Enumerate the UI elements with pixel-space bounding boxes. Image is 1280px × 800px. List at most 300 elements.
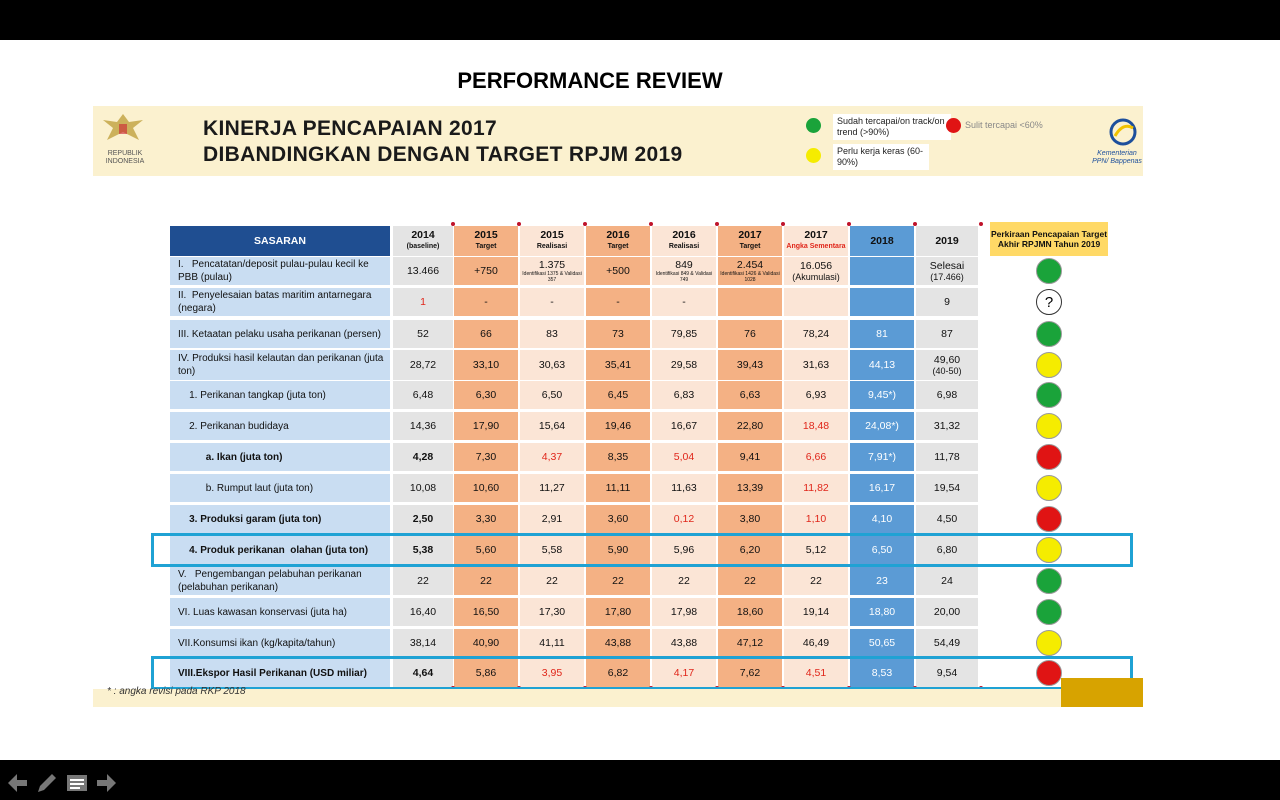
slide-title: PERFORMANCE REVIEW: [457, 68, 723, 93]
cell-value: 9,45*): [867, 389, 897, 401]
crest-label: REPUBLIK INDONESIA: [105, 150, 145, 165]
cell-value: 18,48: [802, 420, 830, 432]
cell-value: 16,17: [868, 482, 896, 494]
value-cell: [393, 505, 453, 533]
next-button[interactable]: [94, 770, 120, 796]
value-cell: [454, 598, 518, 626]
header-year: SASARAN: [254, 234, 306, 247]
value-cell: [718, 320, 782, 348]
cell-value: -: [616, 296, 620, 308]
cell-value: 22: [480, 575, 492, 587]
row-label: 2. Perikanan budidaya: [170, 412, 390, 440]
cell-value: 16.056: [799, 260, 833, 272]
value-cell: [850, 443, 914, 471]
value-cell: [586, 412, 650, 440]
cell-value: 39,43: [736, 359, 764, 371]
header-sub: Realisasi: [668, 243, 700, 250]
value-cell: [393, 567, 453, 595]
value-cell: [916, 350, 978, 380]
highlight-exports: [151, 656, 1133, 690]
value-cell: [916, 474, 978, 502]
value-cell: [850, 257, 914, 285]
row-label: 1. Perikanan tangkap (juta ton): [170, 381, 390, 409]
cell-value: 6,50: [541, 389, 563, 401]
value-cell: [718, 381, 782, 409]
value-cell: [784, 412, 848, 440]
cell-value: 5,12: [805, 544, 827, 556]
value-cell: [393, 443, 453, 471]
separator-dot: [583, 222, 587, 226]
cell-value: 76: [744, 328, 756, 340]
cell-value: 2.454: [736, 259, 764, 271]
cell-value: 18,60: [736, 606, 764, 618]
value-cell: [784, 288, 848, 316]
cell-value: 66: [480, 328, 492, 340]
cell-value: 31,32: [933, 420, 961, 432]
cell-value: 9,41: [739, 451, 761, 463]
prev-button[interactable]: [4, 770, 30, 796]
value-cell: [586, 474, 650, 502]
value-cell: [586, 350, 650, 380]
cell-value: 6,20: [739, 544, 761, 556]
value-cell: [393, 474, 453, 502]
value-cell: [586, 381, 650, 409]
value-cell: [520, 288, 584, 316]
value-cell: [454, 567, 518, 595]
value-cell: [454, 288, 518, 316]
cell-value: 4,17: [673, 667, 695, 679]
value-cell: [520, 257, 584, 285]
cell-value: 8,53: [871, 667, 893, 679]
header-sub: (baseline): [406, 243, 440, 250]
row-label: VII.Konsumsi ikan (kg/kapita/tahun): [170, 629, 390, 657]
value-cell: [393, 257, 453, 285]
cell-value: 11,82: [803, 482, 829, 494]
cell-value: 43,88: [604, 637, 632, 649]
cell-value: 73: [612, 328, 624, 340]
value-cell: [916, 598, 978, 626]
value-cell: [520, 320, 584, 348]
separator-dot: [649, 222, 653, 226]
cell-value: 3,80: [739, 513, 761, 525]
value-cell: [586, 629, 650, 657]
cell-value: 15,64: [538, 420, 566, 432]
value-cell: [784, 257, 848, 285]
value-cell: [718, 288, 782, 316]
cell-value: 44,13: [868, 359, 896, 371]
value-cell: [393, 320, 453, 348]
cell-value: 5,60: [475, 544, 497, 556]
cell-value: 40,90: [472, 637, 500, 649]
separator-dot: [517, 222, 521, 226]
cell-value: 0,12: [673, 513, 695, 525]
cell-value: 6,93: [805, 389, 827, 401]
cell-value: -: [484, 296, 488, 308]
status-green-icon: [1036, 599, 1062, 625]
value-cell: [916, 320, 978, 348]
row-label: 3. Produksi garam (juta ton): [170, 505, 390, 533]
cell-note: Identifikasi 1426 & Validasi 1028: [720, 271, 780, 283]
header-col-9: [916, 226, 978, 256]
value-cell: [652, 505, 716, 533]
header-year: 2017: [804, 229, 828, 241]
header-col-2: [454, 226, 518, 256]
cell-value: 22: [678, 575, 690, 587]
cell-value: 22: [744, 575, 756, 587]
cell-value: 19,14: [802, 606, 830, 618]
cell-value: 6,82: [607, 667, 629, 679]
header-col-8: [850, 226, 914, 256]
value-cell: [454, 320, 518, 348]
pen-icon: [35, 771, 59, 795]
row-label: II. Penyelesaian batas maritim antarnegara (negara): [170, 288, 390, 316]
cell-value: 6,80: [936, 544, 958, 556]
cell-value: 23: [876, 575, 888, 587]
cell-value: 22: [612, 575, 624, 587]
value-cell: [916, 443, 978, 471]
cell-value: 16,67: [670, 420, 698, 432]
value-cell: [586, 288, 650, 316]
cell-value: 22: [546, 575, 558, 587]
value-cell: [393, 288, 453, 316]
header-col-5: [652, 226, 716, 256]
header-year: 2019: [935, 234, 959, 247]
cell-value: 30,63: [538, 359, 566, 371]
cell-note: Identifikasi 849 & Validasi 749: [655, 271, 713, 283]
cell-value: 22: [417, 575, 429, 587]
cell-value: 19,46: [604, 420, 632, 432]
heading-line-1: KINERJA PENCAPAIAN 2017: [203, 117, 497, 140]
value-cell: [454, 474, 518, 502]
header-year: 2015: [474, 229, 498, 241]
cell-note: (40-50): [932, 366, 962, 376]
value-cell: [652, 320, 716, 348]
value-cell: [454, 443, 518, 471]
cell-value: 50,65: [868, 637, 896, 649]
highlight-processed-products: [151, 533, 1133, 567]
value-cell: [916, 257, 978, 285]
value-cell: [850, 505, 914, 533]
cell-value: 5,96: [673, 544, 695, 556]
value-cell: [520, 474, 584, 502]
cell-value: 28,72: [409, 359, 437, 371]
footnote: * : angka revisi pada RKP 2018: [107, 686, 246, 697]
cell-value: 16,40: [409, 606, 437, 618]
value-cell: [850, 350, 914, 380]
value-cell: [916, 381, 978, 409]
status-yellow-icon: [1036, 475, 1062, 501]
cell-note: Identifikasi 1375 & Validasi 357: [522, 271, 582, 283]
cell-value: 9: [944, 296, 950, 308]
header-year: 2014: [411, 229, 435, 241]
row-label: b. Rumput laut (juta ton): [170, 474, 390, 502]
value-cell: [652, 412, 716, 440]
cell-value: 3,60: [607, 513, 629, 525]
value-cell: [850, 381, 914, 409]
value-cell: [586, 567, 650, 595]
heading-line-2: DIBANDINGKAN DENGAN TARGET RPJM 2019: [203, 143, 683, 166]
cell-value: 4,50: [936, 513, 958, 525]
gold-box: [1061, 678, 1143, 707]
cell-value: Selesai: [929, 260, 965, 272]
status-green-icon: [1036, 382, 1062, 408]
cell-value: 5,04: [673, 451, 695, 463]
cell-value: 22,80: [736, 420, 764, 432]
row-label: VI. Luas kawasan konservasi (juta ha): [170, 598, 390, 626]
status-yellow-icon: [1036, 630, 1062, 656]
value-cell: [520, 598, 584, 626]
separator-dot: [913, 222, 917, 226]
header-outlook: Perkiraan Pencapaian Target Akhir RPJMN Tahun 2019: [990, 222, 1108, 256]
cell-value: 11,78: [934, 451, 960, 463]
separator-dot: [451, 222, 455, 226]
status-yellow-icon: [1036, 413, 1062, 439]
menu-icon: [65, 771, 89, 795]
row-label: I. Pencatatan/deposit pulau-pulau kecil ke PBB (pulau): [170, 257, 390, 285]
row-label: III. Ketaatan pelaku usaha perikanan (persen): [170, 320, 390, 348]
cell-value: 6,50: [871, 544, 893, 556]
next-arrow-icon: [95, 771, 119, 795]
cell-value: 4,64: [412, 667, 434, 679]
value-cell: [718, 257, 782, 285]
header-col-6: [718, 226, 782, 256]
value-cell: [652, 598, 716, 626]
cell-value: 849: [675, 259, 693, 271]
value-cell: [652, 381, 716, 409]
value-cell: [850, 598, 914, 626]
value-cell: [718, 350, 782, 380]
cell-value: 43,88: [670, 637, 698, 649]
cell-value: 79,85: [670, 328, 698, 340]
cell-value: 7,91*): [867, 451, 897, 463]
value-cell: [393, 350, 453, 380]
value-cell: [784, 505, 848, 533]
value-cell: [454, 381, 518, 409]
cell-value: +750: [474, 265, 498, 277]
value-cell: [454, 257, 518, 285]
agency-label: Kementerian PPN/ Bappenas: [1092, 150, 1142, 165]
header-year: 2016: [672, 229, 696, 241]
cell-value: 4,51: [805, 667, 827, 679]
header-col-1: [393, 226, 453, 256]
value-cell: [520, 412, 584, 440]
value-cell: [586, 257, 650, 285]
value-cell: [393, 412, 453, 440]
cell-value: 54,49: [933, 637, 961, 649]
value-cell: [916, 412, 978, 440]
separator-dot: [847, 222, 851, 226]
value-cell: [850, 567, 914, 595]
header-col-0: [170, 226, 390, 256]
cell-value: 2,50: [412, 513, 434, 525]
row-label: 4. Produk perikanan olahan (juta ton): [170, 536, 390, 564]
slide-nav: [4, 770, 120, 796]
cell-value: 10,08: [409, 482, 437, 494]
value-cell: [784, 320, 848, 348]
status-red-icon: [1036, 444, 1062, 470]
value-cell: [850, 320, 914, 348]
cell-value: 7,62: [739, 667, 761, 679]
value-cell: [718, 412, 782, 440]
cell-value: 5,90: [607, 544, 629, 556]
cell-value: 41,11: [539, 637, 565, 649]
status-green-icon: [1036, 321, 1062, 347]
slide: [0, 40, 1280, 793]
cell-note: (17.466): [930, 272, 964, 282]
status-yellow-icon: [1036, 352, 1062, 378]
cell-value: 6,63: [739, 389, 761, 401]
cell-value: 9,54: [936, 667, 958, 679]
cell-value: 1: [420, 296, 426, 308]
infographic: [93, 106, 1143, 707]
cell-value: 11,63: [671, 482, 697, 494]
header-year: 2015: [540, 229, 564, 241]
cell-value: 17,30: [538, 606, 566, 618]
cell-value: 19,54: [933, 482, 961, 494]
source-label: Source: Bappenas: [1170, 779, 1269, 793]
value-cell: [454, 629, 518, 657]
legend-yellow-label: Perlu kerja keras (60-90%): [833, 144, 929, 170]
row-label: a. Ikan (juta ton): [170, 443, 390, 471]
value-cell: [520, 350, 584, 380]
cell-value: 81: [876, 328, 888, 340]
value-cell: [718, 474, 782, 502]
header-col-4: [586, 226, 650, 256]
value-cell: [520, 505, 584, 533]
value-cell: [652, 474, 716, 502]
value-cell: [850, 288, 914, 316]
cell-value: 38,14: [409, 637, 437, 649]
cell-note: (Akumulasi): [792, 272, 840, 282]
separator-dot: [979, 222, 983, 226]
cell-value: 4,37: [541, 451, 563, 463]
legend-green-dot: [806, 118, 821, 133]
value-cell: [916, 629, 978, 657]
status-unknown-icon: [1036, 289, 1062, 315]
value-cell: [718, 629, 782, 657]
banner: [93, 106, 1143, 176]
legend-red-dot: [946, 118, 961, 133]
cell-value: 20,00: [933, 606, 961, 618]
status-green-icon: [1036, 258, 1062, 284]
value-cell: [652, 567, 716, 595]
value-cell: [520, 629, 584, 657]
header-col-7: [784, 226, 848, 256]
legend-red-label: Sulit tercapai <60%: [965, 120, 1043, 130]
cell-value: 83: [546, 328, 558, 340]
value-cell: [850, 412, 914, 440]
cell-value: 17,98: [670, 606, 698, 618]
value-cell: [718, 505, 782, 533]
value-cell: [916, 567, 978, 595]
value-cell: [718, 567, 782, 595]
header-sub: Target: [475, 243, 497, 250]
cell-value: 46,49: [802, 637, 830, 649]
value-cell: [586, 598, 650, 626]
value-cell: [520, 381, 584, 409]
header-sub: Realisasi: [536, 243, 568, 250]
value-cell: [520, 443, 584, 471]
cell-value: 3,95: [541, 667, 563, 679]
value-cell: [784, 598, 848, 626]
value-cell: [784, 381, 848, 409]
cell-value: 6,45: [607, 389, 629, 401]
value-cell: [652, 443, 716, 471]
value-cell: [784, 443, 848, 471]
cell-value: 31,63: [802, 359, 830, 371]
value-cell: [586, 443, 650, 471]
header-year: 2017: [738, 229, 762, 241]
prev-arrow-icon: [5, 771, 29, 795]
row-label: IV. Produksi hasil kelautan dan perikanan (juta ton): [170, 350, 390, 380]
cell-value: 52: [417, 328, 429, 340]
header-sub: Target: [607, 243, 629, 250]
status-red-icon: [1036, 506, 1062, 532]
cell-value: 13,39: [736, 482, 764, 494]
value-cell: [718, 598, 782, 626]
value-cell: [652, 288, 716, 316]
cell-value: 6,66: [805, 451, 827, 463]
cell-value: 1,10: [805, 513, 827, 525]
header-sub: Target: [739, 243, 761, 250]
separator-dot: [715, 222, 719, 226]
cell-value: 2,91: [541, 513, 563, 525]
cell-value: 17,80: [604, 606, 632, 618]
row-label: VIII.Ekspor Hasil Perikanan (USD miliar): [170, 659, 390, 687]
value-cell: [916, 288, 978, 316]
value-cell: [652, 350, 716, 380]
header-year: 2016: [606, 229, 630, 241]
cell-value: 49,60: [933, 354, 961, 366]
footer-stripe: [93, 689, 1143, 707]
value-cell: [393, 629, 453, 657]
cell-value: 6,30: [475, 389, 497, 401]
value-cell: [454, 505, 518, 533]
value-cell: [850, 629, 914, 657]
menu-button[interactable]: [64, 770, 90, 796]
value-cell: [784, 567, 848, 595]
value-cell: [586, 505, 650, 533]
cell-value: 87: [941, 328, 953, 340]
cell-value: 1.375: [538, 259, 566, 271]
pen-button[interactable]: [34, 770, 60, 796]
garuda-crest-icon: [99, 112, 147, 144]
value-cell: [850, 474, 914, 502]
value-cell: [454, 412, 518, 440]
cell-value: 17,90: [472, 420, 500, 432]
cell-value: 13.466: [406, 265, 440, 277]
cell-value: 5,86: [475, 667, 497, 679]
bappenas-logo-icon: [1107, 116, 1139, 148]
cell-value: 8,35: [607, 451, 629, 463]
value-cell: [916, 505, 978, 533]
cell-value: 4,28: [412, 451, 434, 463]
cell-value: 6,83: [673, 389, 695, 401]
cell-value: 29,58: [670, 359, 698, 371]
value-cell: [784, 474, 848, 502]
value-cell: [784, 629, 848, 657]
cell-value: 16,50: [472, 606, 500, 618]
header-col-3: [520, 226, 584, 256]
banner-heading: [203, 116, 682, 168]
cell-value: 3,30: [475, 513, 497, 525]
cell-value: 78,24: [802, 328, 830, 340]
cell-value: 24: [941, 575, 953, 587]
value-cell: [393, 598, 453, 626]
value-cell: [454, 350, 518, 380]
cell-value: 10,60: [472, 482, 500, 494]
value-cell: [718, 443, 782, 471]
